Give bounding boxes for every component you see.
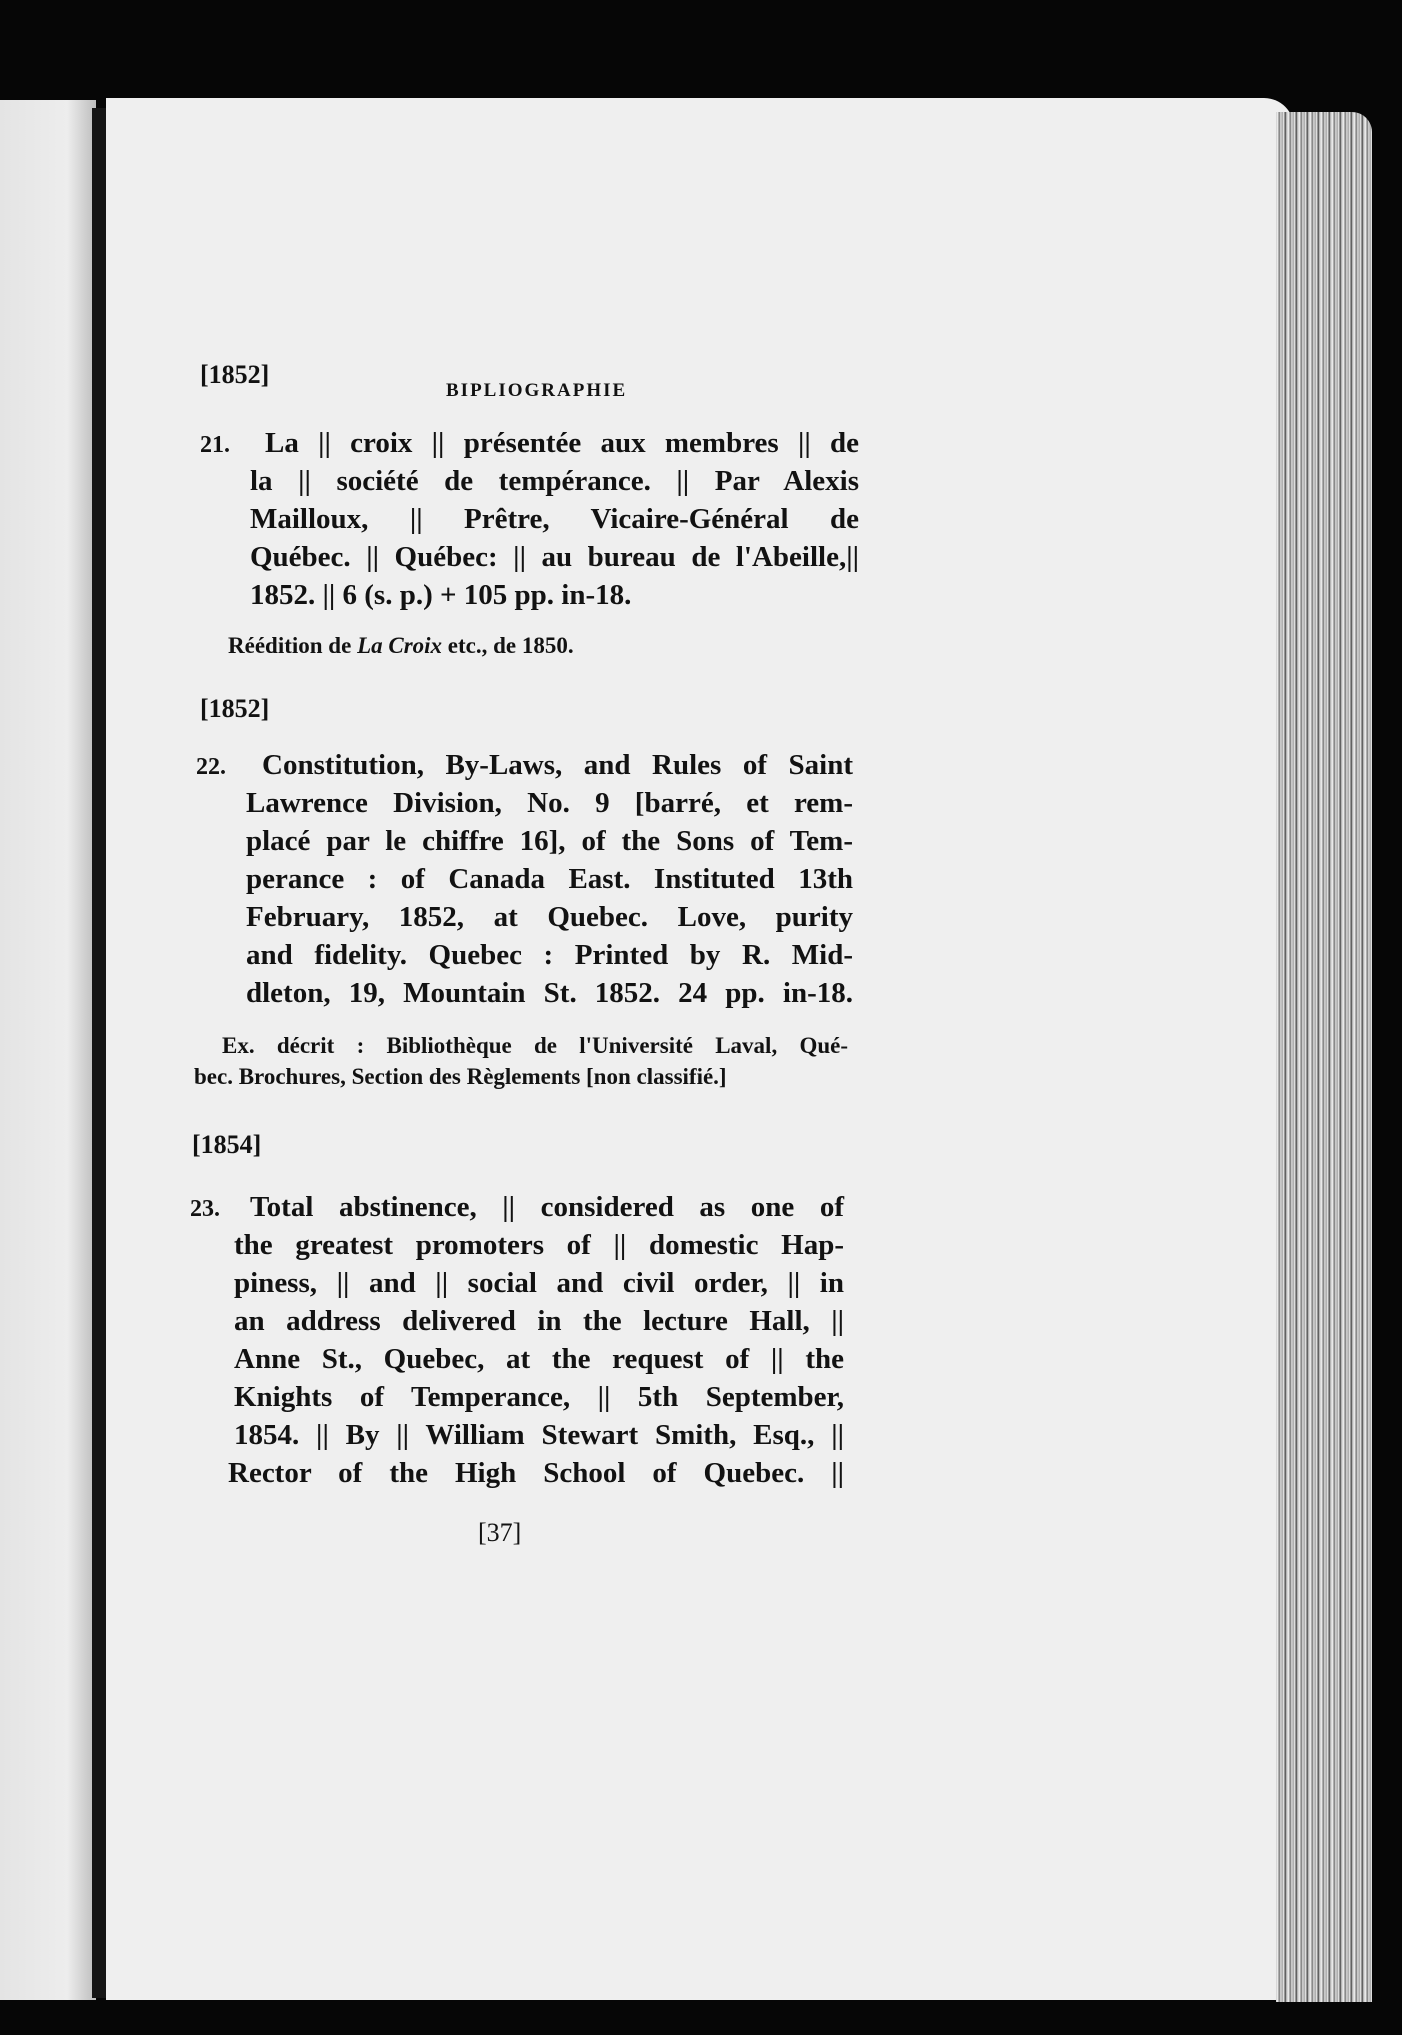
- entry-line: the greatest promoters of || domestic Hap-: [234, 1229, 844, 1261]
- entry-line: 1854. || By || William Stewart Smith, Esq., ||: [234, 1419, 844, 1451]
- entry-note: Réédition de La Croix etc., de 1850.: [228, 633, 574, 658]
- entry-line: 1852. || 6 (s. p.) + 105 pp. in-18.: [250, 579, 632, 611]
- entry-number: 22.: [196, 754, 226, 780]
- entry-line: Total abstinence, || considered as one of: [250, 1191, 844, 1223]
- entry-line: Constitution, By-Laws, and Rules of Saint: [262, 749, 853, 781]
- entry-line: Lawrence Division, No. 9 [barré, et rem-: [246, 787, 853, 819]
- entry-line: February, 1852, at Quebec. Love, purity: [246, 901, 853, 933]
- entry-line: placé par le chiffre 16], of the Sons of Tem-: [246, 825, 853, 857]
- entry-line: Mailloux, || Prêtre, Vicaire-Général de: [250, 503, 859, 535]
- entry-line: and fidelity. Quebec : Printed by R. Mid-: [246, 939, 853, 971]
- section-year: [1852]: [200, 694, 270, 723]
- entry-line: perance : of Canada East. Instituted 13th: [246, 863, 853, 895]
- entry-line: piness, || and || social and civil order, || in: [234, 1267, 844, 1299]
- entry-line: dleton, 19, Mountain St. 1852. 24 pp. in-18.: [246, 977, 853, 1009]
- page-number: [37]: [478, 1518, 522, 1547]
- section-year: [1854]: [192, 1130, 262, 1159]
- entry-note: bec. Brochures, Section des Règlements [non classifié.]: [194, 1064, 727, 1089]
- entry-line: Knights of Temperance, || 5th September,: [234, 1381, 844, 1413]
- header-year: [1852]: [200, 360, 270, 389]
- entry-number: 23.: [190, 1196, 220, 1222]
- page-edges: [1276, 112, 1372, 2002]
- entry-line: an address delivered in the lecture Hall, ||: [234, 1305, 844, 1337]
- entry-line: Rector of the High School of Quebec. ||: [228, 1457, 844, 1489]
- entry-line: la || société de tempérance. || Par Alexis: [250, 465, 859, 497]
- entry-line: La || croix || présentée aux membres || de: [265, 427, 859, 459]
- entry-note: Ex. décrit : Bibliothèque de l'Université Laval, Qué-: [222, 1033, 848, 1058]
- left-facing-page: [0, 100, 96, 2000]
- entry-line: Anne St., Quebec, at the request of || the: [234, 1343, 844, 1375]
- entry-number: 21.: [200, 432, 230, 458]
- entry-line: Québec. || Québec: || au bureau de l'Abeille,||: [250, 541, 859, 573]
- running-title: BIPLIOGRAPHIE: [446, 380, 628, 401]
